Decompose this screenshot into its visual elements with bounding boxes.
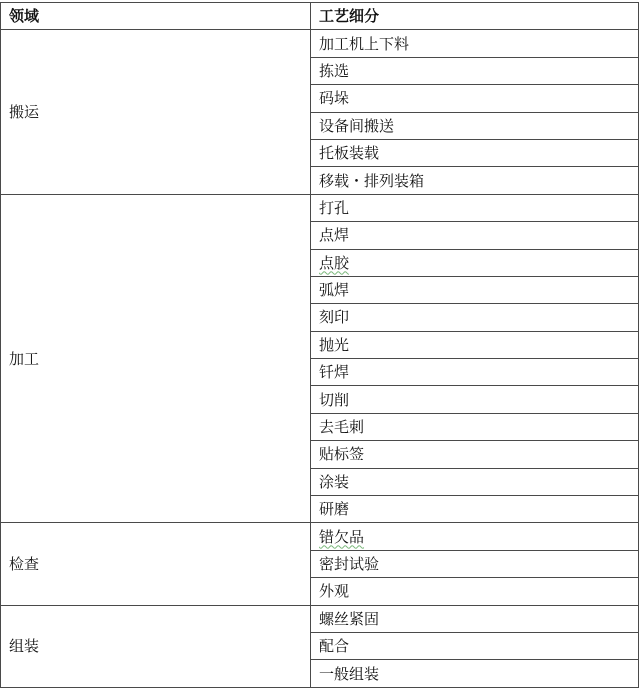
table-row	[1, 605, 639, 632]
table-row	[1, 30, 639, 57]
table-header-row	[1, 3, 639, 30]
table-body	[1, 30, 639, 687]
process-cell: 涂装	[311, 468, 639, 495]
process-text: 错欠品	[319, 527, 365, 546]
process-cell: 研磨	[311, 496, 639, 523]
process-cell: 贴标签	[311, 441, 639, 468]
process-cell: 外观	[311, 578, 639, 605]
process-cell	[311, 249, 639, 276]
process-cell: 一般组装	[311, 660, 639, 687]
process-cell: 加工机上下料	[311, 30, 639, 57]
process-cell: 打孔	[311, 194, 639, 221]
process-cell: 配合	[311, 632, 639, 659]
table-row	[1, 194, 639, 221]
process-table-container	[0, 2, 638, 688]
process-cell: 去毛刺	[311, 413, 639, 440]
domain-cell-handling: 搬运	[1, 30, 311, 194]
domain-cell-assembly: 组装	[1, 605, 311, 687]
process-cell: 托板装载	[311, 139, 639, 166]
header-domain: 领域	[1, 3, 311, 30]
process-cell: 抛光	[311, 331, 639, 358]
process-cell: 码垛	[311, 85, 639, 112]
process-cell: 设备间搬送	[311, 112, 639, 139]
process-cell: 拣选	[311, 57, 639, 84]
process-cell: 移载・排列装箱	[311, 167, 639, 194]
process-cell: 弧焊	[311, 276, 639, 303]
process-cell: 钎焊	[311, 359, 639, 386]
process-text: 点胶	[319, 253, 350, 272]
domain-cell-inspection: 检查	[1, 523, 311, 605]
header-process: 工艺细分	[311, 3, 639, 30]
process-cell: 螺丝紧固	[311, 605, 639, 632]
process-table	[0, 2, 639, 688]
process-cell: 刻印	[311, 304, 639, 331]
table-row	[1, 523, 639, 550]
process-cell: 切削	[311, 386, 639, 413]
process-cell	[311, 523, 639, 550]
process-cell: 点焊	[311, 222, 639, 249]
domain-cell-processing: 加工	[1, 194, 311, 523]
process-cell: 密封试验	[311, 550, 639, 577]
